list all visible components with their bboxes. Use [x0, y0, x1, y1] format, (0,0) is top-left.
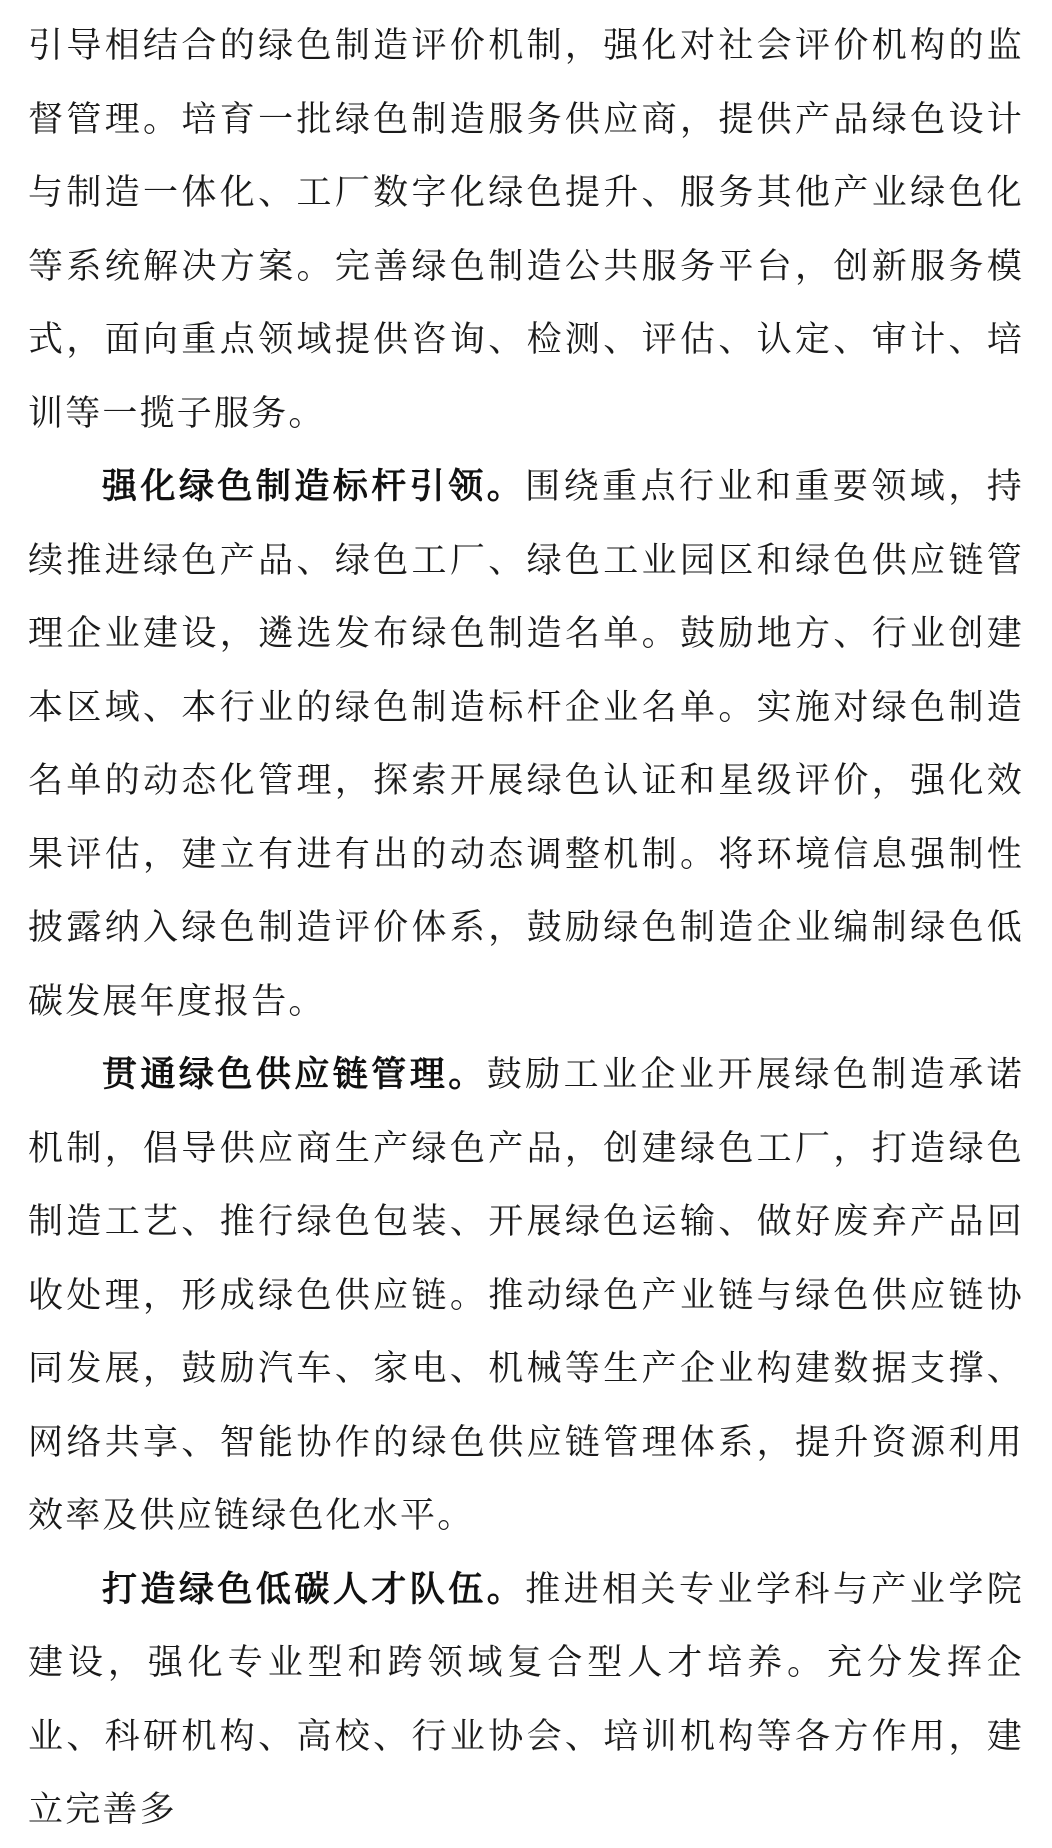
paragraph-heading: 贯通绿色供应链管理。	[102, 1055, 487, 1095]
paragraph-evaluation-mechanism	[28, 10, 1024, 451]
paragraph-heading: 打造绿色低碳人才队伍。	[102, 1569, 526, 1610]
paragraph-benchmark-leadership	[28, 451, 1024, 1039]
paragraph-heading: 强化绿色制造标杆引领。	[102, 467, 526, 507]
document-body	[28, 10, 1024, 1848]
paragraph-talent-team	[28, 1554, 1024, 1848]
paragraph-text: 鼓励工业企业开展绿色制造承诺机制，倡导供应商生产绿色产品，创建绿色工厂，打造绿色制造工艺、推行绿色包装、开展绿色运输、做好废弃产品回收处理，形成绿色供应链。推动绿色产业链与绿色供应链协同发展，鼓励汽车、家电、机械等生产企业构建数据支撑、网络共享、智能协作的绿色供应链管理体系，提升资源利用效率及供应链绿色化水平。	[28, 1055, 1024, 1536]
paragraph-text: 围绕重点行业和重要领域，持续推进绿色产品、绿色工厂、绿色工业园区和绿色供应链管理企业建设，遴选发布绿色制造名单。鼓励地方、行业创建本区域、本行业的绿色制造标杆企业名单。实施对绿色制造名单的动态化管理，探索开展绿色认证和星级评价，强化效果评估，建立有进有出的动态调整机制。将环境信息强制性披露纳入绿色制造评价体系，鼓励绿色制造企业编制绿色低碳发展年度报告。	[28, 467, 1025, 1022]
paragraph-green-supply-chain	[28, 1039, 1024, 1554]
paragraph-text: 引导相结合的绿色制造评价机制，强化对社会评价机构的监督管理。培育一批绿色制造服务供应商，提供产品绿色设计与制造一体化、工厂数字化绿色提升、服务其他产业绿色化等系统解决方案。完善绿色制造公共服务平台，创新服务模式，面向重点领域提供咨询、检测、评估、认定、审计、培训等一揽子服务。	[28, 26, 1024, 434]
paragraph-text: 推进相关专业学科与产业学院建设，强化专业型和跨领域复合型人才培养。充分发挥企业、科研机构、高校、行业协会、培训机构等各方作用，建立完善多	[28, 1569, 1025, 1830]
